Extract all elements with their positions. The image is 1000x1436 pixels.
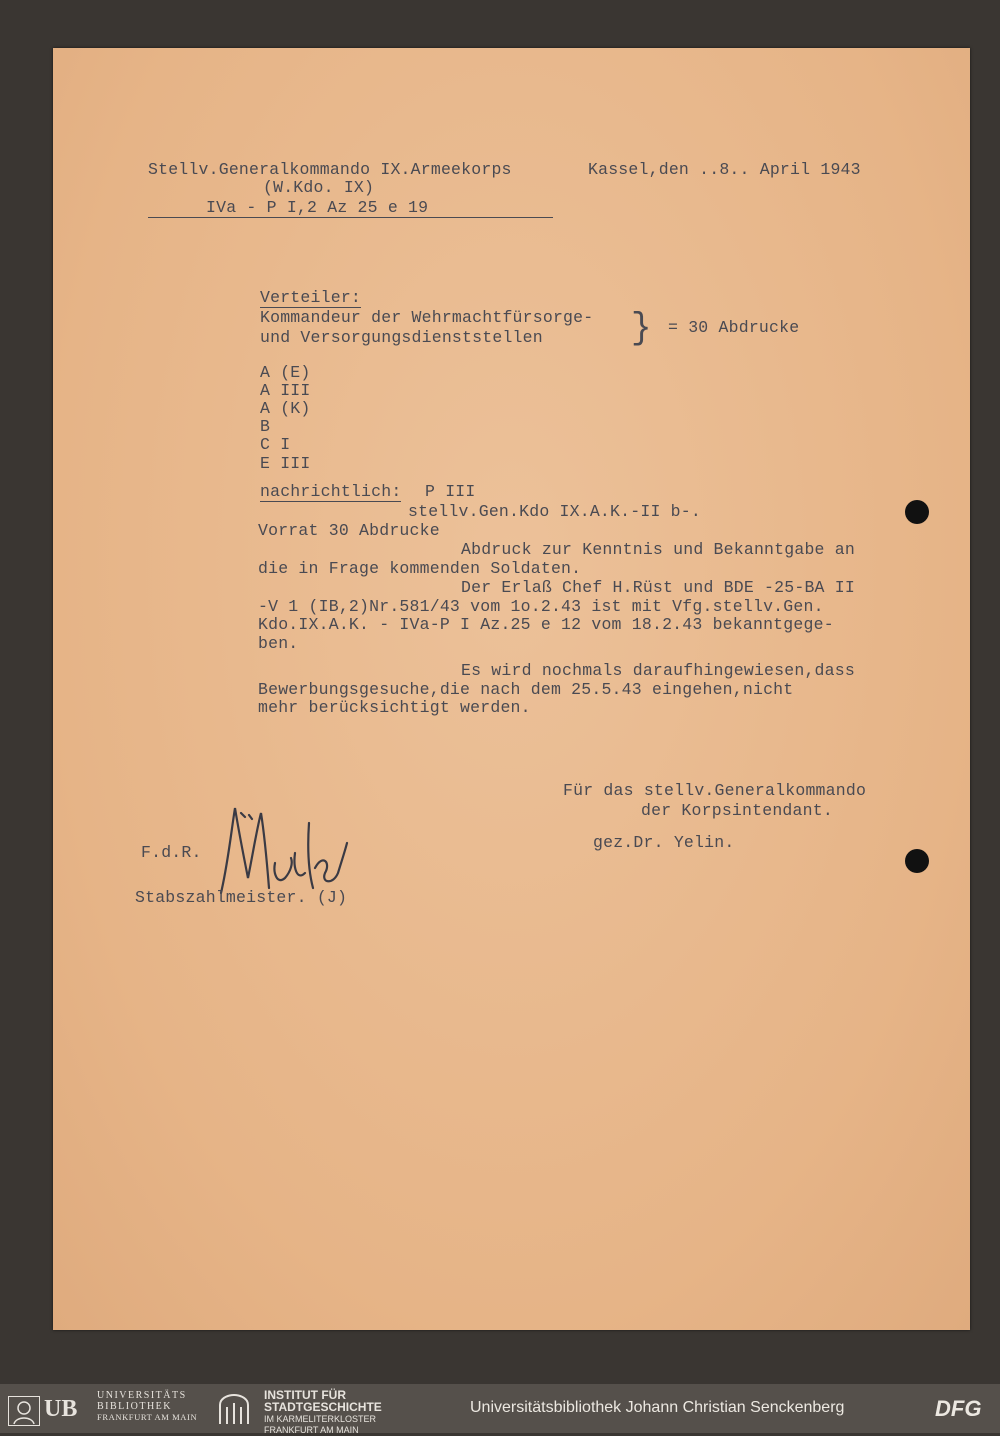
verteiler-line-1: Kommandeur der Wehrmachtfürsorge- (260, 308, 594, 327)
verteiler-label: Verteiler: (260, 288, 362, 307)
dist-item: B (260, 417, 271, 436)
body-line: Bewerbungsgesuche,die nach dem 25.5.43 eingehen,nicht (258, 680, 794, 699)
punch-hole-lower (905, 849, 929, 873)
isg-building-icon (216, 1393, 252, 1425)
header-authority: Stellv.Generalkommando IX.Armeekorps (148, 160, 512, 179)
isg-line-1: INSTITUT FÜR (264, 1388, 346, 1402)
body-line: Es wird nochmals daraufhingewiesen,dass (461, 661, 855, 680)
ub-line-1: UNIVERSITÄTS (97, 1390, 187, 1401)
isg-line-2: STADTGESCHICHTE (264, 1400, 382, 1414)
ub-logo (8, 1394, 88, 1426)
punch-hole-upper (905, 500, 929, 524)
header-authority-abbr: (W.Kdo. IX) (263, 178, 375, 197)
dist-item: C I (260, 435, 291, 454)
header-reference: IVa - P I,2 Az 25 e 19 (148, 198, 553, 218)
ub-line-3: FRANKFURT AM MAIN (97, 1412, 198, 1422)
document-page (53, 48, 970, 1330)
stabszahlmeister-label: Stabszahlmeister. (J) (135, 888, 348, 907)
dist-item: A III (260, 381, 311, 400)
dist-item: A (K) (260, 399, 311, 418)
vorrat-line: Vorrat 30 Abdrucke (258, 521, 440, 540)
verteiler-count: = 30 Abdrucke (668, 318, 800, 337)
closing-line-1: Für das stellv.Generalkommando (563, 781, 867, 800)
closing-signed: gez.Dr. Yelin. (593, 833, 735, 852)
dist-item: A (E) (260, 363, 311, 382)
verteiler-line-2: und Versorgungsdienststellen (260, 328, 543, 347)
body-line: die in Frage kommenden Soldaten. (258, 559, 582, 578)
verteiler-bracket: } (631, 308, 652, 350)
ub-letters: UB (44, 1396, 78, 1422)
isg-text (264, 1390, 382, 1436)
body-line: mehr berücksichtigt werden. (258, 698, 531, 717)
isg-line-3: IM KARMELITERKLOSTER (264, 1414, 377, 1424)
isg-line-4: FRANKFURT AM MAIN (264, 1425, 359, 1435)
body-line: ben. (258, 634, 299, 653)
closing-line-2: der Korpsintendant. (641, 801, 833, 820)
nachrichtlich-label: nachrichtlich: (260, 482, 402, 501)
body-line: Der Erlaß Chef H.Rüst und BDE -25-BA II (461, 578, 855, 597)
body-line: Kdo.IX.A.K. - IVa-P I Az.25 e 12 vom 18.2.43 bekanntgege- (258, 615, 834, 634)
nachrichtlich-recipient-2: stellv.Gen.Kdo IX.A.K.-II b-. (408, 502, 701, 521)
body-line: -V 1 (IB,2)Nr.581/43 vom 1o.2.43 ist mit Vfg.stellv.Gen. (258, 597, 824, 616)
ub-text (97, 1390, 197, 1423)
portrait-icon (8, 1396, 40, 1426)
header-place-date: Kassel,den ..8.. April 1943 (588, 160, 861, 179)
ub-line-2: BIBLIOTHEK (97, 1401, 172, 1412)
nachrichtlich-recipient-1: P III (425, 482, 476, 501)
body-line: Abdruck zur Kenntnis und Bekanntgabe an (461, 540, 855, 559)
library-name: Universitätsbibliothek Johann Christian Senckenberg (470, 1399, 845, 1416)
footer-bar (0, 1384, 1000, 1433)
fdr-label: F.d.R. (141, 843, 202, 862)
dfg-logo: DFG (935, 1396, 982, 1421)
dist-item: E III (260, 454, 311, 473)
